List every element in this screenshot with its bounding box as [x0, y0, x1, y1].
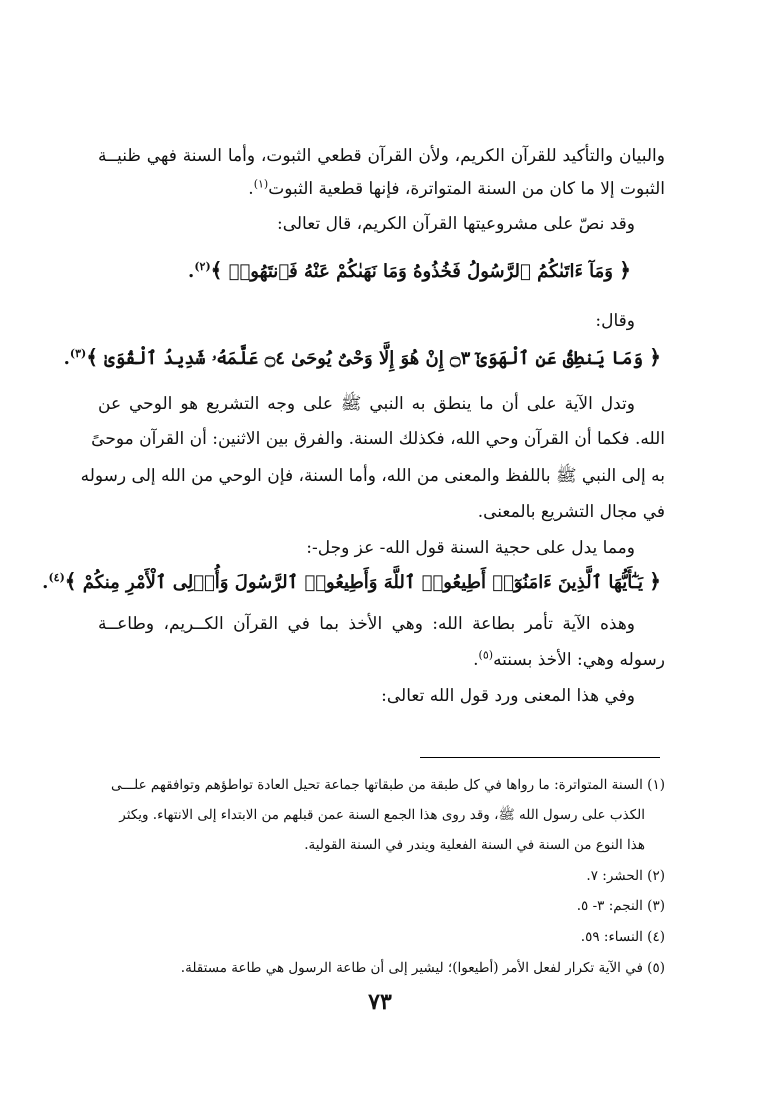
verse-close-brace: ﴾ — [210, 258, 223, 282]
quran-verse — [98, 259, 631, 283]
paragraph-line — [98, 650, 665, 670]
footnote-line: الكذب على رسول الله ﷺ، وقد روى هذا الجمع السنة عمن قبلهم من الابتداء إلى الانتهاء. ويكثر — [119, 807, 645, 823]
paragraph-line: به إلى النبي ﷺ باللفظ والمعنى من الله، وأما السنة، فإن الوحي من الله إلى رسوله — [80, 466, 665, 486]
footnote-reference[interactable]: (٤) — [48, 571, 65, 584]
verse-text: وَمَا يَنطِقُ عَنِ ٱلْهَوَىٰٓ ۝٣ إِنْ هُوَ إِلَّا وَحْىٌ يُوحَىٰ ۝٤ عَلَّمَهُۥ شَدِيدُ ٱلْقُوَىٰ — [104, 348, 643, 369]
verse-close-brace: ﴾ — [64, 569, 77, 593]
footnote-line: (٢) الحشر: ٧. — [586, 868, 665, 884]
footnote-line: (١) السنة المتواترة: ما رواها في كل طبقة من طبقاتها جماعة تحيل العادة تواطؤهم وتوافقهم علـــى — [110, 777, 665, 793]
footnote-line: هذا النوع من السنة في السنة الفعلية ويندر في السنة القولية. — [304, 837, 645, 853]
paragraph-line: في مجال التشريع بالمعنى. — [477, 502, 665, 522]
paragraph-line: وفي هذا المعنى ورد قول الله تعالى: — [381, 686, 635, 706]
line-end: . — [42, 572, 49, 593]
paragraph-line: وقال: — [595, 311, 635, 331]
verse-open-brace: ﴿ — [649, 345, 661, 369]
paragraph-line: وهذه الآية تأمر بطاعة الله: وهي الأخذ بما في القرآن الكــريم، وطاعــة — [98, 614, 635, 634]
page-number: ٧٣ — [368, 989, 392, 1015]
footnote-reference[interactable]: (٣) — [69, 347, 87, 360]
line-end: . — [63, 348, 70, 369]
footnote-separator — [420, 757, 660, 758]
footnote-reference[interactable]: (٥) — [478, 648, 494, 662]
line-end: . — [248, 179, 254, 199]
paragraph-line: ومما يدل على حجية السنة قول الله- عز وجل-: — [306, 538, 635, 558]
paragraph-line — [98, 179, 665, 199]
verse-close-brace: ﴾ — [86, 345, 98, 369]
paragraph-line: وتدل الآية على أن ما ينطق به النبي ﷺ على وجه التشريع هو الوحي عن — [98, 394, 635, 414]
line-text: الثبوت إلا ما كان من السنة المتواترة، فإنها قطعية الثبوت — [268, 179, 665, 199]
footnote-reference[interactable]: (١) — [253, 177, 269, 191]
verse-text: وَمَآ ءَاتَىٰكُمُ ٱلرَّسُولُ فَخُذُوهُ وَمَا نَهَىٰكُمْ عَنْهُ فَٱنتَهُوا۟ — [228, 261, 613, 282]
footnote-line: (٥) في الآية تكرار لفعل الأمر (أطيعوا)؛ ليشير إلى أن طاعة الرسول هي طاعة مستقلة. — [180, 960, 665, 976]
line-end: . — [473, 650, 479, 670]
verse-open-brace: ﴿ — [619, 258, 631, 282]
line-text: رسوله وهي: الأخذ بسنته — [493, 650, 665, 670]
paragraph-line: وقد نصّ على مشروعيتها القرآن الكريم، قال تعالى: — [276, 214, 635, 234]
footnote-reference[interactable]: (٢) — [194, 260, 211, 273]
line-end: . — [188, 261, 195, 282]
verse-open-brace: ﴿ — [649, 569, 661, 593]
footnote-line: (٤) النساء: ٥٩. — [580, 929, 665, 945]
paragraph-line: والبيان والتأكيد للقرآن الكريم، ولأن القرآن قطعي الثبوت، وأما السنة فهي ظنيــة — [98, 146, 665, 166]
paragraph-line: الله. فكما أن القرآن وحي الله، فكذلك السنة. والفرق بين الاثنين: أن القرآن موحىً — [91, 429, 665, 449]
quran-verse — [42, 569, 661, 594]
quran-verse — [63, 345, 661, 370]
verse-text: يَـٰٓأَيُّهَا ٱلَّذِينَ ءَامَنُوٓا۟ أَطِيعُوا۟ ٱللَّهَ وَأَطِيعُوا۟ ٱلرَّسُولَ وَأُو۟لِى ٱلْأَمْرِ مِنكُمْ — [82, 572, 643, 593]
footnote-line: (٣) النجم: ٣- ٥. — [576, 898, 665, 914]
